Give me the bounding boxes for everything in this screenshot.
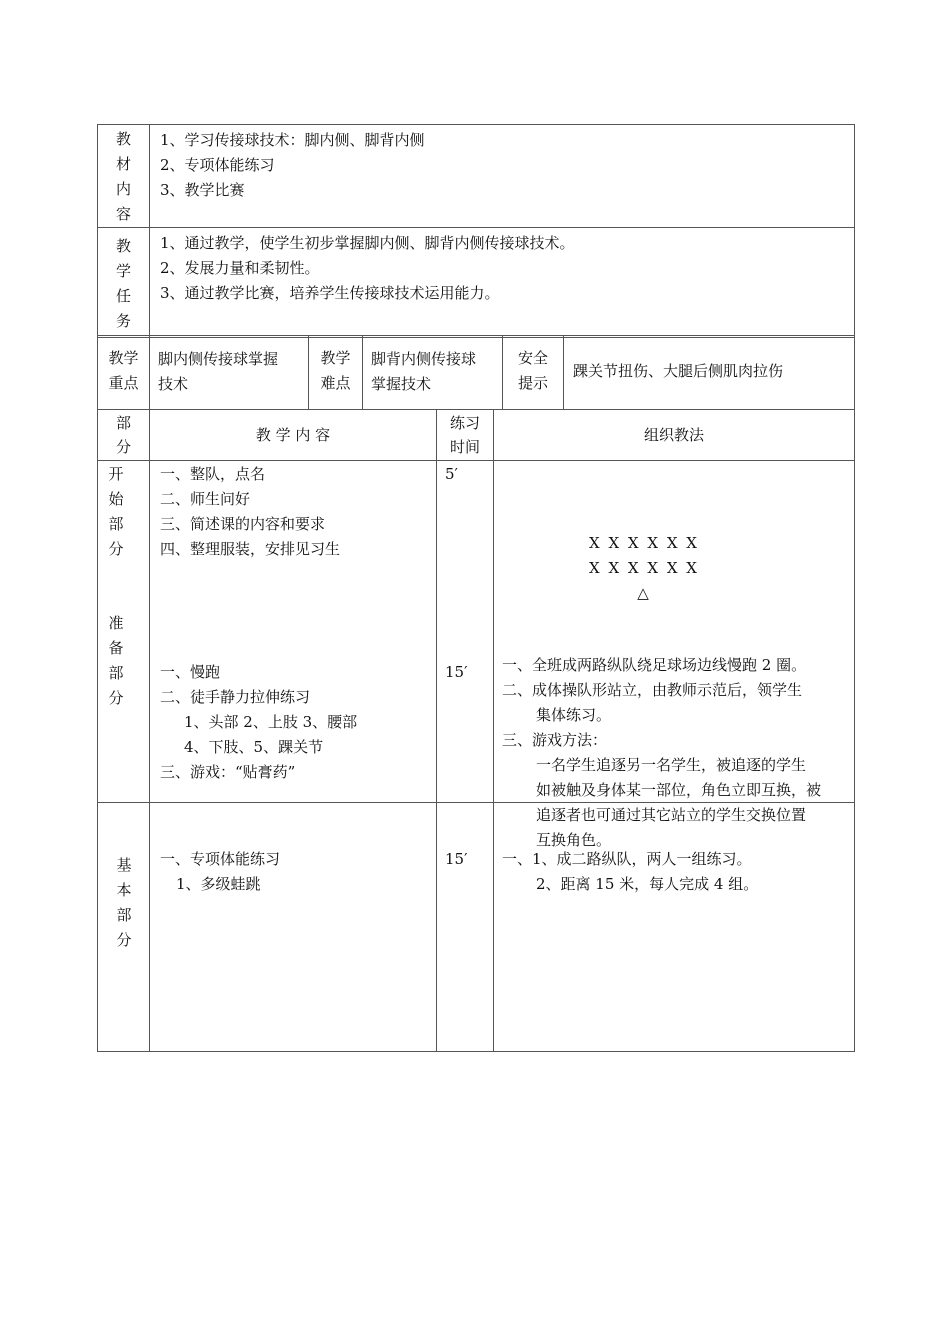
list-item: 二、师生问好 [160,490,251,508]
header-part: 部 分 [98,410,150,461]
basic-time: 15′ [445,850,468,868]
header-time: 练习 时间 [437,410,494,461]
method-line: 一、全班成两路纵队绕足球场边线慢跑 2 圈。 [502,656,807,674]
teacher-triangle-icon: △ [637,584,651,602]
basic-content [150,803,437,1052]
method-line: 三、游戏方法： [502,731,608,749]
difficulty-label: 教学 难点 [309,336,363,410]
keypoints-table [97,335,855,410]
formation-row: X X X X X X [589,559,699,577]
start-part-label: 开 始 部 分 [108,465,124,558]
focus-label: 教学 重点 [98,336,150,410]
list-item: 一、专项体能练习 [160,850,281,868]
header-method: 组织教法 [494,410,855,461]
list-item: 三、游戏：“贴膏药” [160,763,296,781]
start-prep-time [437,461,494,803]
method-line: 集体练习。 [536,706,612,724]
task-content [150,228,855,338]
focus-value: 脚内侧传接球掌握 技术 [150,336,309,410]
method-line: 如被触及身体某一部位，角色立即互换，被 [536,781,822,799]
prep-content [160,660,357,785]
material-label: 教 材 内 容 [98,125,150,228]
start-prep-labels [98,461,150,803]
list-item: 4、下肢、5、踝关节 [184,738,324,756]
formation-diagram [494,531,794,606]
material-item: 1、学习传接球技术：脚内侧、脚背内侧 [160,131,425,149]
method-line: 追逐者也可通过其它站立的学生交换位置 [536,806,807,824]
prep-part-label: 准 备 部 分 [108,614,124,707]
formation-row: X X X X X X [589,534,699,552]
list-item: 一、整队，点名 [160,465,266,483]
method-line: 一名学生追逐另一名学生，被追逐的学生 [536,756,807,774]
start-prep-content [150,461,437,803]
basic-part-label: 基 本 部 分 [116,856,132,949]
task-item: 1、通过教学，使学生初步掌握脚内侧、脚背内侧传接球技术。 [160,234,575,252]
method-line: 一、1、成二路纵队，两人一组练习。 [502,850,752,868]
safety-value: 踝关节扭伤、大腿后侧肌肉拉伤 [564,336,855,410]
method-line: 互换角色。 [536,831,612,849]
material-item: 3、教学比赛 [160,181,245,199]
prep-time: 15′ [445,663,468,681]
list-item: 四、整理服装，安排见习生 [160,540,341,558]
task-item: 2、发展力量和柔韧性。 [160,259,320,277]
list-item: 1、头部 2、上肢 3、腰部 [184,713,358,731]
teaching-material-table [97,124,855,338]
material-content [150,125,855,228]
basic-methods [502,847,758,897]
start-content [160,462,340,562]
safety-label: 安全 提示 [503,336,564,410]
lesson-body-table [97,409,855,1052]
list-item: 1、多级蛙跳 [176,875,261,893]
task-label: 教 学 任 务 [98,228,150,338]
header-content: 教 学 内 容 [150,410,437,461]
method-line: 二、成体操队形站立，由教师示范后，领学生 [502,681,803,699]
list-item: 三、简述课的内容和要求 [160,515,326,533]
basic-method [494,803,855,1052]
basic-label-cell [98,803,150,1052]
start-prep-method [494,461,855,849]
method-line: 2、距离 15 米，每人完成 4 组。 [536,875,759,893]
difficulty-value: 脚背内侧传接球 掌握技术 [363,336,503,410]
start-time: 5′ [445,465,458,483]
task-item: 3、通过教学比赛，培养学生传接球技术运用能力。 [160,284,500,302]
basic-items [160,847,280,897]
list-item: 一、慢跑 [160,663,221,681]
material-item: 2、专项体能练习 [160,156,275,174]
basic-time-cell [437,803,494,1052]
list-item: 二、徒手静力拉伸练习 [160,688,311,706]
